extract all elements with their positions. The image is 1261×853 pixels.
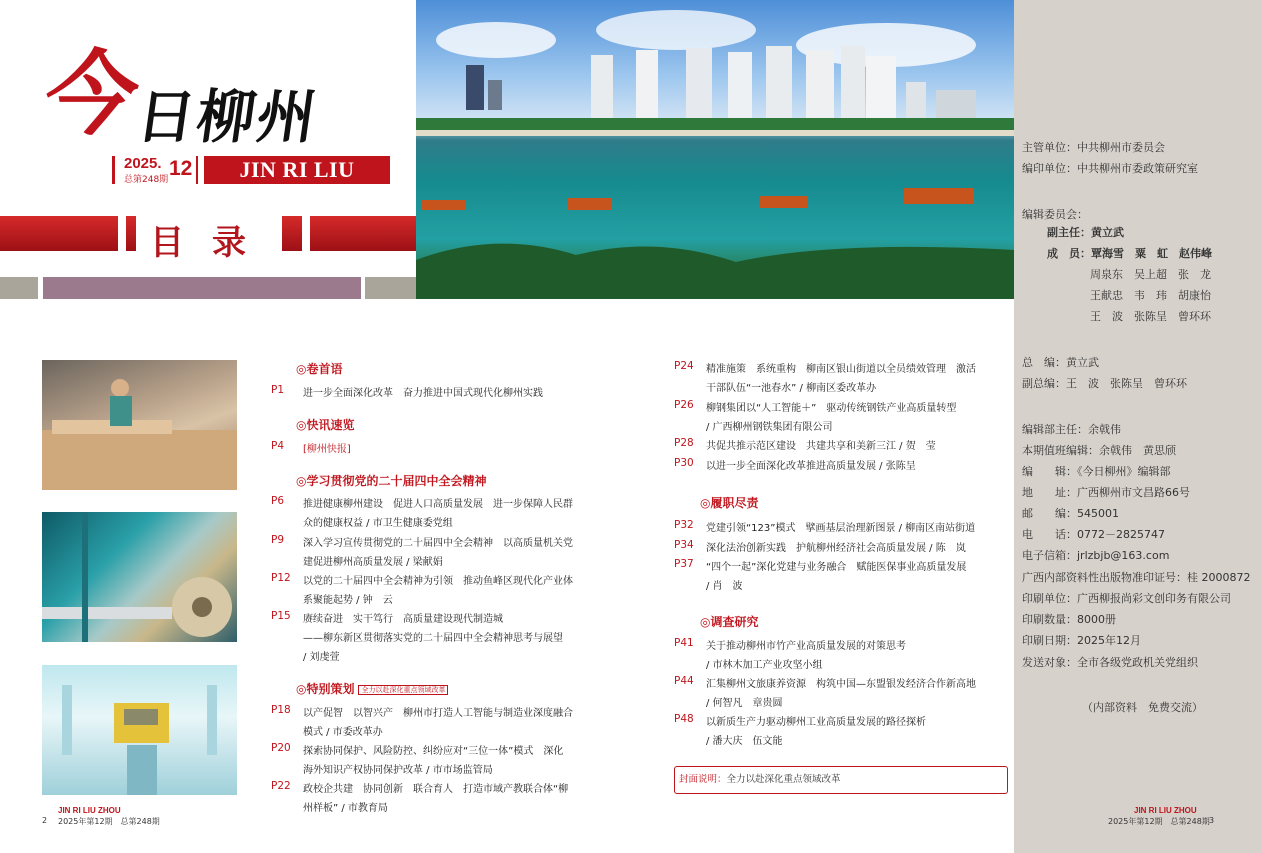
toc-entry-line[interactable]: / 刘虔萱 — [303, 652, 340, 663]
toc-section-title: ◎调查研究 — [700, 615, 759, 629]
cover-note-text: 全力以赴深化重点领域改革 — [726, 774, 841, 785]
sidebar-line: 印刷日期：2025年12月 — [1022, 634, 1141, 647]
toc-entry-line[interactable]: [柳州快报] — [303, 444, 351, 455]
sidebar-line: 总 编：黄立武 — [1022, 356, 1099, 369]
toc-entry-line[interactable]: 以党的二十届四中全会精神为引领 推动鱼峰区现代化产业体 — [303, 576, 573, 587]
toc-page[interactable]: P15 — [271, 610, 291, 622]
toc-page[interactable]: P26 — [674, 399, 694, 411]
toc-page[interactable]: P20 — [271, 742, 291, 754]
toc-entry-line[interactable]: 以新质生产力驱动柳州工业高质量发展的路径探析 — [706, 717, 926, 728]
photo-steel-coils-svg — [42, 512, 237, 642]
toc-page[interactable]: P34 — [674, 539, 694, 551]
photo-wood-factory-svg — [42, 360, 237, 490]
toc-page[interactable]: P48 — [674, 713, 694, 725]
sidebar-line: （内部资料 免费交流） — [1082, 701, 1203, 714]
gray-band-right — [365, 277, 416, 299]
red-band-small — [126, 216, 136, 251]
issue-month: 12 — [169, 157, 193, 180]
toc-entry-line[interactable]: 关于推动柳州市竹产业高质量发展的对策思考 — [706, 641, 906, 652]
toc-entry-line[interactable]: / 何智凡 章贵圆 — [706, 698, 783, 709]
toc-entry-line[interactable]: 以进一步全面深化改革推进高质量发展 / 张陈呈 — [706, 461, 916, 472]
pink-band — [43, 277, 361, 299]
toc-entry-line[interactable]: 党建引领“123”模式 擘画基层治理新图景 / 柳南区南站街道 — [706, 523, 976, 534]
toc-page[interactable]: P44 — [674, 675, 694, 687]
toc-entry-line[interactable]: 政校企共建 协同创新 联合育人 打造市域产教联合体“柳 — [303, 784, 569, 795]
toc-page[interactable]: P30 — [674, 457, 694, 469]
toc-entry-line[interactable]: 干部队伍“一池春水” / 柳南区委改革办 — [706, 383, 877, 394]
red-band-mid — [282, 216, 302, 251]
sidebar-line: 成 员：覃海雪 粟 虹 赵伟峰 — [1047, 247, 1212, 260]
sidebar-line: 副总编：王 波 张陈呈 曾环环 — [1022, 377, 1187, 390]
photo-car-assembly-svg — [42, 665, 237, 795]
sidebar-line: 编 辑：《今日柳州》编辑部 — [1022, 465, 1171, 478]
toc-entry-line[interactable]: / 肖 波 — [706, 581, 743, 592]
photo-wood-factory-worker — [42, 360, 237, 490]
pinyin-title: JIN RI LIU ZHOU — [204, 156, 390, 184]
toc-section-title: ◎卷首语 — [296, 362, 343, 376]
toc-page[interactable]: P32 — [674, 519, 694, 531]
toc-entry-line[interactable]: / 广西柳州钢铁集团有限公司 — [706, 422, 833, 433]
gray-band-left — [0, 277, 38, 299]
sidebar-line: 副主任：黄立武 — [1047, 226, 1124, 239]
sidebar-line: 周泉东 吴上超 张 龙 — [1090, 268, 1211, 281]
toc-entry-line[interactable]: 共促共推示范区建设 共建共享和美新三江 / 贺 莹 — [706, 441, 936, 452]
toc-entry-line[interactable]: 赓续奋进 实干笃行 高质量建设现代制造城 — [303, 614, 503, 625]
issue-divider-2 — [196, 156, 198, 184]
sidebar-line: 电子信箱：jrlzbjb@163.com — [1022, 549, 1170, 562]
sidebar-line: 发送对象：全市各级党政机关党组织 — [1022, 656, 1198, 669]
toc-page[interactable]: P22 — [271, 780, 291, 792]
logo-rest-chars: 日柳州 — [132, 83, 323, 151]
sidebar-line: 王献忠 韦 玮 胡康怡 — [1090, 289, 1211, 302]
issue-divider — [112, 156, 115, 184]
toc-page[interactable]: P37 — [674, 558, 694, 570]
cover-photo-liuzhou-river — [416, 0, 1014, 299]
toc-entry-line[interactable]: 建促进柳州高质量发展 / 梁献娟 — [303, 557, 443, 568]
toc-section-title: ◎学习贯彻党的二十届四中全会精神 — [296, 474, 487, 488]
toc-entry-line[interactable]: 探索协同保护、风险防控、纠纷应对“三位一体”模式 深化 — [303, 746, 564, 757]
toc-entry-line[interactable]: 推进健康柳州建设 促进人口高质量发展 进一步保障人民群 — [303, 499, 573, 510]
toc-section-title: ◎快讯速览 — [296, 418, 355, 432]
toc-entry-line[interactable]: 深入学习宣传贯彻党的二十届四中全会精神 以高质量机关党 — [303, 538, 573, 549]
cover-note-label: 封面说明： — [679, 774, 727, 785]
toc-page[interactable]: P6 — [271, 495, 285, 507]
toc-entry-line[interactable]: “四个一起”深化党建与业务融合 赋能医保事业高质量发展 — [706, 562, 967, 573]
photo-steel-coils — [42, 512, 237, 642]
sidebar-line: 邮 编：545001 — [1022, 507, 1119, 520]
sidebar-line: 主管单位：中共柳州市委员会 — [1022, 141, 1165, 154]
footer-brand-right: JIN RI LIU ZHOU — [1134, 806, 1197, 815]
sidebar-line: 印刷数量：8000册 — [1022, 613, 1116, 626]
sidebar-line: 印刷单位：广西柳报尚彩文创印务有限公司 — [1022, 592, 1231, 605]
toc-entry-line[interactable]: ——柳东新区贯彻落实党的二十届四中全会精神思考与展望 — [303, 633, 563, 644]
toc-entry-line[interactable]: 深化法治创新实践 护航柳州经济社会高质量发展 / 陈 岚 — [706, 543, 966, 554]
toc-entry-line[interactable]: 模式 / 市委改革办 — [303, 727, 383, 738]
footer-page-left: 2 — [42, 816, 48, 825]
sidebar-line: 本期值班编辑：余戟伟 黄思颀 — [1022, 444, 1176, 457]
sidebar-line: 地 址：广西柳州市文昌路66号 — [1022, 486, 1190, 499]
toc-section-title-text: ◎特别策划 — [296, 682, 355, 696]
red-band-left — [0, 216, 118, 251]
sidebar-line: 王 波 张陈呈 曾环环 — [1090, 310, 1211, 323]
toc-entry-line[interactable]: 海外知识产权协同保护改革 / 市市场监管局 — [303, 765, 493, 776]
sidebar-line: 编辑部主任：余戟伟 — [1022, 423, 1121, 436]
toc-page[interactable]: P12 — [271, 572, 291, 584]
toc-section-title: ◎履职尽责 — [700, 496, 759, 510]
toc-entry-line[interactable]: 系聚能起势 / 钟 云 — [303, 595, 393, 606]
sidebar-line: 编印单位：中共柳州市委政策研究室 — [1022, 162, 1198, 175]
toc-entry-line[interactable]: 众的健康权益 / 市卫生健康委党组 — [303, 518, 453, 529]
issue-total: 总第248期 — [124, 175, 169, 185]
toc-entry-line[interactable]: / 潘大庆 伍文能 — [706, 736, 783, 747]
sidebar-line: 广西内部资料性出版物准印证号：桂 2000872 — [1022, 571, 1251, 584]
toc-entry-line[interactable]: 州样板” / 市教育局 — [303, 803, 388, 814]
toc-page[interactable]: P41 — [674, 637, 694, 649]
red-band-right — [310, 216, 416, 251]
logo-first-char: 今 — [38, 40, 146, 148]
footer-issue-left: 2025年第12期 总第248期 — [58, 817, 160, 826]
photo-car-assembly-line — [42, 665, 237, 795]
sidebar-line: 编辑委员会： — [1022, 208, 1088, 221]
footer-brand-left: JIN RI LIU ZHOU — [58, 806, 121, 815]
toc-section-title — [296, 680, 448, 697]
toc-entry-line[interactable]: 以产促智 以智兴产 柳州市打造人工智能与制造业深度融合 — [303, 708, 573, 719]
toc-entry-line[interactable]: 柳钢集团以“人工智能＋” 驱动传统钢铁产业高质量转型 — [706, 403, 957, 414]
toc-entry-line[interactable]: 汇集柳州文旅康养资源 构筑中国—东盟银发经济合作新高地 — [706, 679, 976, 690]
contents-title: 目录 — [150, 223, 274, 263]
section-tag: 全力以赴深化重点领域改革 — [358, 685, 448, 695]
toc-page[interactable]: P28 — [674, 437, 694, 449]
toc-page[interactable]: P24 — [674, 360, 694, 372]
issue-year: 2025. — [124, 155, 162, 172]
toc-entry-line[interactable]: 精准施策 系统重构 柳南区银山街道以全员绩效管理 激活 — [706, 364, 976, 375]
footer-page-right: 3 — [1209, 816, 1215, 825]
toc-page[interactable]: P4 — [271, 440, 285, 452]
toc-page[interactable]: P18 — [271, 704, 291, 716]
sidebar-line: 电 话：0772－2825747 — [1022, 528, 1165, 541]
toc-entry-line[interactable]: / 市林木加工产业攻坚小组 — [706, 660, 823, 671]
cover-note — [674, 766, 1008, 794]
cover-photo-svg — [416, 0, 1014, 299]
toc-page[interactable]: P1 — [271, 384, 285, 396]
toc-page[interactable]: P9 — [271, 534, 285, 546]
toc-entry-line[interactable]: 进一步全面深化改革 奋力推进中国式现代化柳州实践 — [303, 388, 543, 399]
footer-issue-right: 2025年第12期 总第248期 — [1108, 817, 1210, 826]
